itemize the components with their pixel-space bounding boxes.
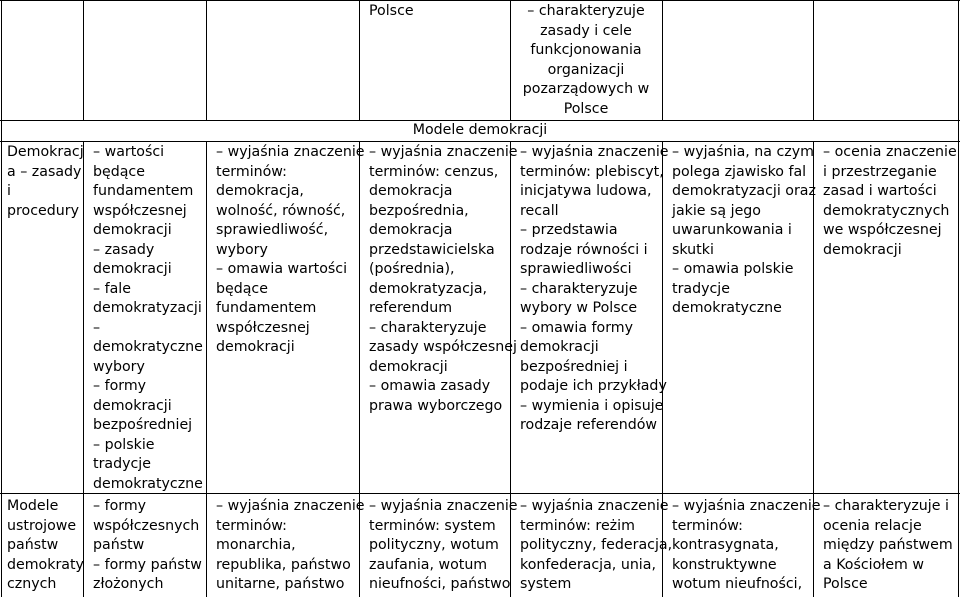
border-top	[0, 0, 960, 1]
col-divider-6	[813, 0, 814, 120]
row2-level-4: – wyjaśnia znaczenie terminów: kontrasygnata, konstruktywne wotum nieufności,	[672, 498, 821, 592]
row2-level-5: – charakteryzuje i ocenia relacje między państwem a Kościołem w Polsce	[823, 498, 953, 592]
row1-level-4: – wyjaśnia, na czym polega zjawisko fal demokratyzacji oraz jakie są jego uwarunkowania i skutki – omawia polskie tradycje demokratyczne	[672, 144, 816, 316]
section-header: Modele demokracji	[412, 122, 548, 138]
row1-content: – wartości będące fundamentem współczesnej demokracji – zasady demokracji – fale demokratyzacji – demokratyczne wybory – formy demokracji bezpośredniej – polskie tradycje demokratyczne	[93, 144, 203, 492]
row1-level-3: – wyjaśnia znaczenie terminów: plebiscyt, inicjatywa ludowa, recall – przedstawia rodzaje równości i sprawiedliwości – charakteryzuje wybory w Polsce – omawia formy demokracji bezpośredniej i podaje ich przykłady – wymienia i opisuje rodzaje referendów	[520, 144, 669, 433]
col-divider-5	[662, 0, 663, 120]
row2-content: – formy współczesnych państw – formy państw złożonych	[93, 498, 202, 592]
border-section-bottom	[0, 141, 960, 142]
row2-topic: Modele ustrojowe państw demokraty cznych	[7, 498, 84, 592]
row0-col5-text: – charakteryzuje zasady i cele funkcjonowania organizacji pozarządowych w Polsce	[522, 3, 650, 117]
row2-level-1: – wyjaśnia znaczenie terminów: monarchia, republika, państwo unitarne, państwo	[216, 498, 365, 592]
col-divider-2b	[206, 141, 207, 597]
row0-col4-text: Polsce	[369, 3, 414, 19]
border-right	[958, 0, 959, 597]
row2-level-3: – wyjaśnia znaczenie terminów: reżim polityczny, federacja, konfederacja, unia, system	[520, 498, 673, 592]
row1-level-2: – wyjaśnia znaczenie terminów: cenzus, demokracja bezpośrednia, demokracja przedstawicielska (pośrednia), demokratyzacja, referendum – charakteryzuje zasady współczesnej demokracji – omawia zasady prawa wyborczego	[369, 144, 518, 414]
col-divider-1	[83, 0, 84, 120]
col-divider-2	[206, 0, 207, 120]
col-divider-3	[359, 0, 360, 120]
row1-level-1: – wyjaśnia znaczenie terminów: demokracja, wolność, równość, sprawiedliwość, wybory – omawia wartości będące fundamentem współczesnej demokracji	[216, 144, 365, 355]
border-left	[1, 0, 2, 597]
row1-topic: Demokracj a – zasady i procedury	[7, 144, 84, 219]
row2-level-2: – wyjaśnia znaczenie terminów: system polityczny, wotum zaufania, wotum nieufności, państwo	[369, 498, 518, 592]
row1-level-5: – ocenia znaczenie i przestrzeganie zasad i wartości demokratycznych we współczesnej demokracji	[823, 144, 957, 258]
